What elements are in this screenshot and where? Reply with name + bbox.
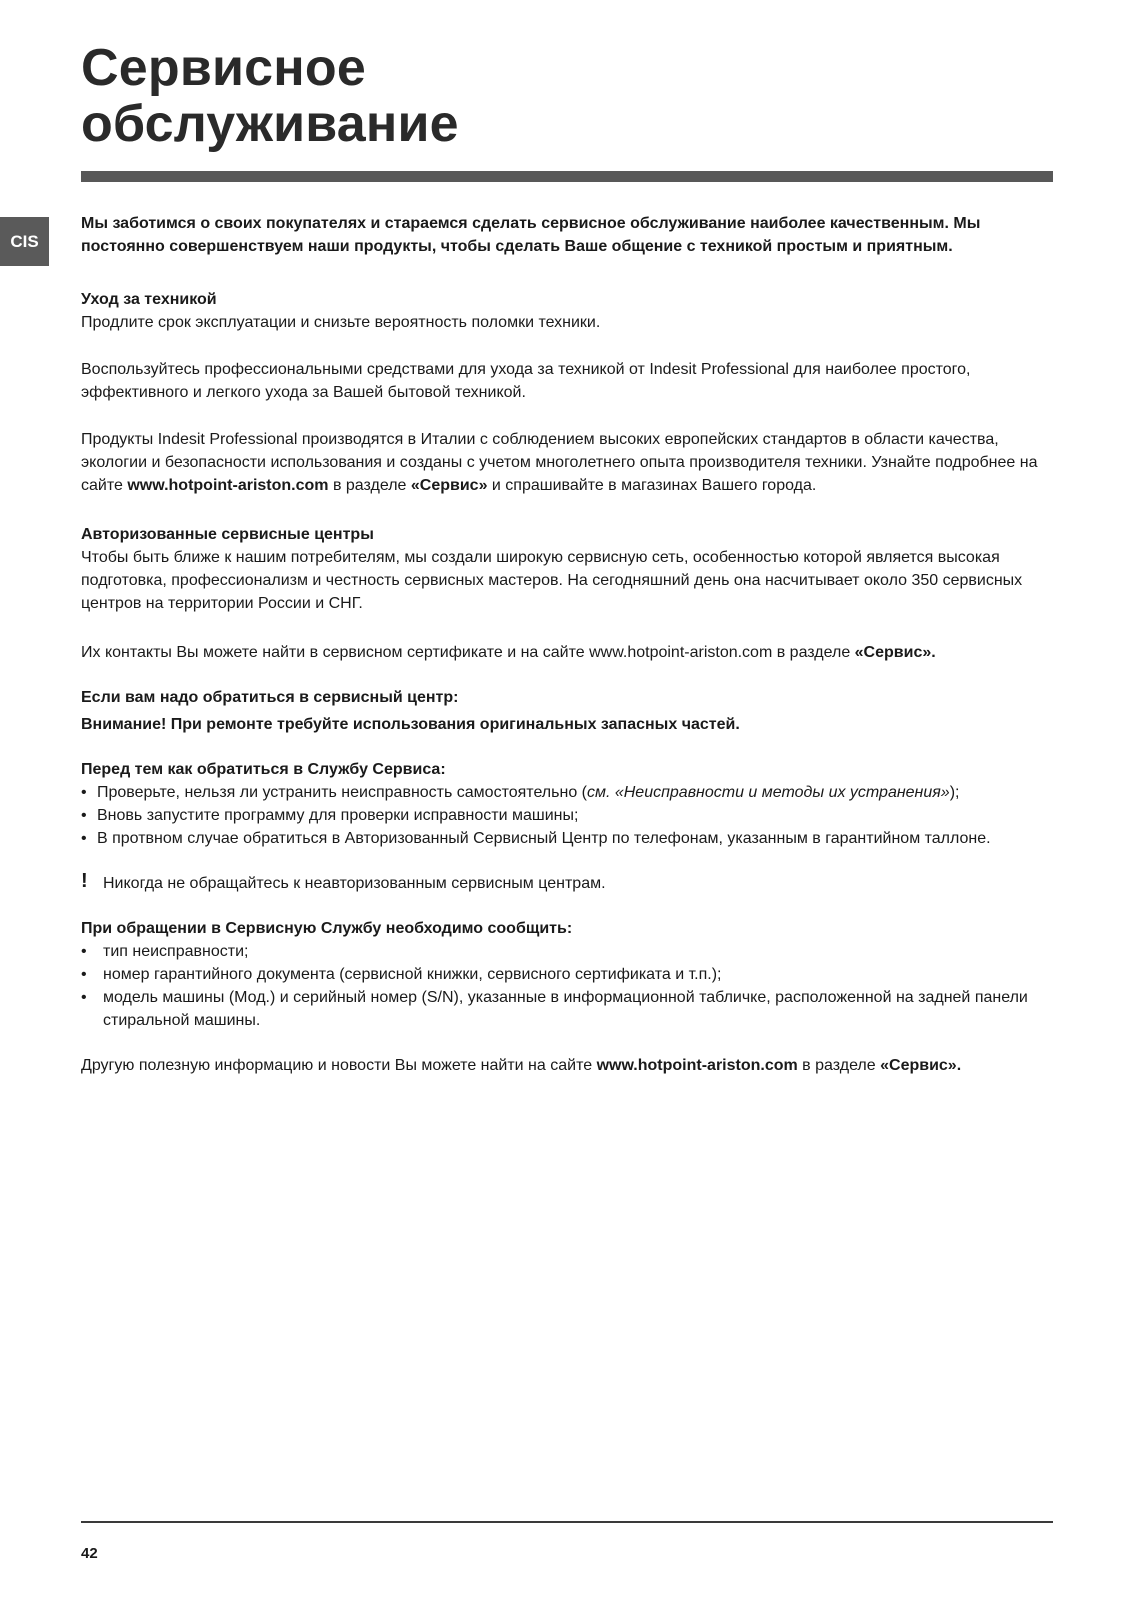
item-text-a: Проверьте, нельзя ли устранить неисправность самостоятельно ( [97, 784, 587, 801]
page-title: Сервисное обслуживание [81, 39, 459, 153]
language-tab: CIS [0, 217, 49, 266]
exclamation-icon: ! [81, 870, 88, 892]
footer-text-b: в разделе [797, 1057, 881, 1074]
care-paragraph-1: Продлите срок эксплуатации и снизьте вероятность поломки техники. [81, 314, 601, 331]
before-heading: Перед тем как обратиться в Службу Сервиса: [81, 761, 446, 778]
centers-paragraph-2 [81, 641, 1053, 664]
item-text-b: ); [949, 784, 960, 801]
main-content [81, 212, 1053, 1077]
title-rule [81, 171, 1053, 182]
intro-paragraph: Мы заботимся о своих покупателях и стараемся сделать сервисное обслуживание наиболее качественным. Мы постоянно совершенствуем наши продукты, чтобы сделать Ваше общение с техникой простым и приятным. [81, 215, 981, 255]
website-link[interactable]: www.hotpoint-ariston.com [596, 1057, 798, 1074]
website-link[interactable]: www.hotpoint-ariston.com [127, 477, 329, 494]
care-paragraph-2: Воспользуйтесь профессиональными средствами для ухода за техникой от Indesit Professional для наиболее простого, эффективного и легкого ухода за Вашей бытовой техникой. [81, 361, 971, 401]
before-list [81, 781, 1053, 850]
centers-heading: Авторизованные сервисные центры [81, 526, 374, 543]
footer-rule [81, 1521, 1053, 1523]
list-item: • Вновь запустите программу для проверки исправности машины; [81, 804, 1053, 827]
list-item: • В протвном случае обратиться в Авторизованный Сервисный Центр по телефонам, указанным в гарантийном таллоне. [81, 827, 1053, 850]
footer-note [81, 1054, 1053, 1077]
centers-paragraph-1: Чтобы быть ближе к нашим потребителям, мы создали широкую сервисную сеть, особенностью которой является высокая подготовка, профессионализм и честность сервисных мастеров. На сегодняшний день она насчитывает около 350 сервисных центров на территории России и СНГ. [81, 549, 1023, 612]
list-item: • модель машины (Мод.) и серийный номер (S/N), указанные в информационной табличке, расположенной на задней панели стиральной машины. [81, 986, 1053, 1032]
care-text-a: Продукты Indesit Professional производятся в Италии с соблюдением высоких европейских стандартов в области качества, экологии и безопасности использования и созданы с учетом многолетнего опыта производителя техники. Узнайте подробнее на сайте [81, 431, 1038, 494]
notice [81, 872, 1053, 895]
page-number: 42 [81, 1545, 98, 1562]
notice-text: Никогда не обращайтесь к неавторизованным сервисным центрам. [103, 875, 606, 892]
list-item [81, 781, 1053, 804]
report-list [81, 940, 1053, 1032]
original-parts-warning: Внимание! При ремонте требуйте использования оригинальных запасных частей. [81, 716, 740, 733]
service-section-ref: «Сервис». [880, 1057, 962, 1074]
service-section-ref: «Сервис» [410, 477, 488, 494]
footer-text-a: Другую полезную информацию и новости Вы можете найти на сайте [81, 1057, 597, 1074]
report-heading: При обращении в Сервисную Службу необходимо сообщить: [81, 920, 573, 937]
care-text-c: и спрашивайте в магазинах Вашего города. [487, 477, 817, 494]
care-heading: Уход за техникой [81, 291, 217, 308]
list-item: • тип неисправности; [81, 940, 1053, 963]
troubleshooting-ref: см. «Неисправности и методы их устранения» [586, 784, 950, 801]
service-section-ref: «Сервис». [854, 644, 936, 661]
centers-text-a: Их контакты Вы можете найти в сервисном сертификате и на сайте www.hotpoint-ariston.com в разделе [81, 644, 855, 661]
contact-heading: Если вам надо обратиться в сервисный центр: [81, 689, 459, 706]
care-paragraph-3 [81, 428, 1053, 497]
care-text-b: в разделе [328, 477, 411, 494]
list-item: • номер гарантийного документа (сервисной книжки, сервисного сертификата и т.п.); [81, 963, 1053, 986]
